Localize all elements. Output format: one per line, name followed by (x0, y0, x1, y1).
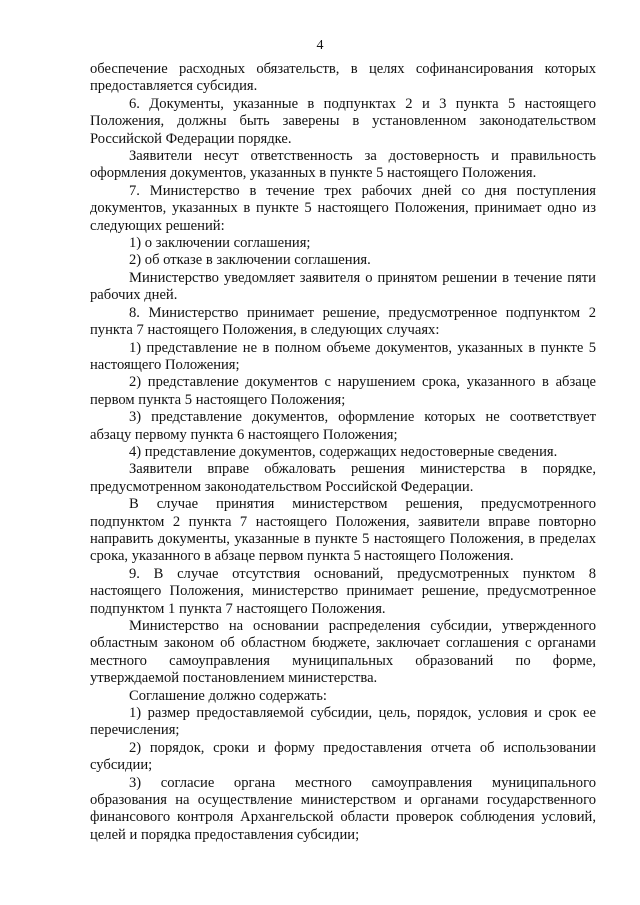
paragraph: 8. Министерство принимает решение, предусмотренное подпунктом 2 пункта 7 настоящего Положения, в следующих случаях: (90, 304, 596, 339)
paragraph: Заявители вправе обжаловать решения министерства в порядке, предусмотренном законодательством Российской Федерации. (90, 461, 596, 495)
paragraph: В случае принятия министерством решения, предусмотренного подпунктом 2 пункта 7 настоящего Положения, заявители вправе повторно направить документы, указанные в пункте 5 настоящего Положения, в пределах срока, указанного в абзаце первом пункта 5 настоящего Положения. (90, 496, 596, 565)
paragraph: 3) представление документов, оформление которых не соответствует абзацу первому пункта 6 настоящего Положения; (90, 409, 596, 443)
paragraph: 6. Документы, указанные в подпунктах 2 и 3 пункта 5 настоящего Положения, должны быть заверены в установленном законодательством Российской Федерации порядке. (90, 95, 596, 147)
paragraph: Заявители несут ответственность за достоверность и правильность оформления документов, указанных в пункте 5 настоящего Положения. (90, 148, 596, 182)
paragraph: Министерство уведомляет заявителя о принятом решении в течение пяти рабочих дней. (90, 269, 596, 304)
paragraph: 2) об отказе в заключении соглашения. (129, 252, 371, 269)
page-number: 4 (316, 38, 324, 53)
paragraph: обеспечение расходных обязательств, в целях софинансирования которых предоставляется субсидия. (90, 61, 596, 95)
paragraph: 2) порядок, сроки и форму предоставления отчета об использовании субсидии; (90, 739, 596, 774)
paragraph: 2) представление документов с нарушением срока, указанного в абзаце первом пункта 5 настоящего Положения; (90, 374, 596, 408)
paragraph: 1) размер предоставляемой субсидии, цель, порядок, условия и срок ее перечисления; (90, 705, 596, 739)
paragraph: 1) о заключении соглашения; (129, 235, 311, 252)
paragraph: 3) согласие органа местного самоуправления муниципального образования на осуществление министерством и органами государственного финансового контроля Архангельской области проверок соблюдения условий, целей и порядка предоставления субсидии; (90, 774, 596, 843)
paragraph: 9. В случае отсутствия оснований, предусмотренных пунктом 8 настоящего Положения, министерство принимает решение, предусмотренное подпунктом 1 пункта 7 настоящего Положения. (90, 565, 596, 617)
paragraph: Соглашение должно содержать: (129, 687, 327, 704)
paragraph: 1) представление не в полном объеме документов, указанных в пункте 5 настоящего Положения; (90, 339, 596, 373)
paragraph: Министерство на основании распределения субсидии, утвержденного областным законом об областном бюджете, заключает соглашения с органами местного самоуправления муниципальных образований по форме, утверждаемой постановлением министерства. (90, 618, 596, 687)
paragraph: 4) представление документов, содержащих недостоверные сведения. (129, 443, 558, 460)
paragraph: 7. Министерство в течение трех рабочих дней со дня поступления документов, указанных в пункте 5 настоящего Положения, принимает одно из следующих решений: (90, 182, 596, 234)
document-body (90, 61, 596, 844)
